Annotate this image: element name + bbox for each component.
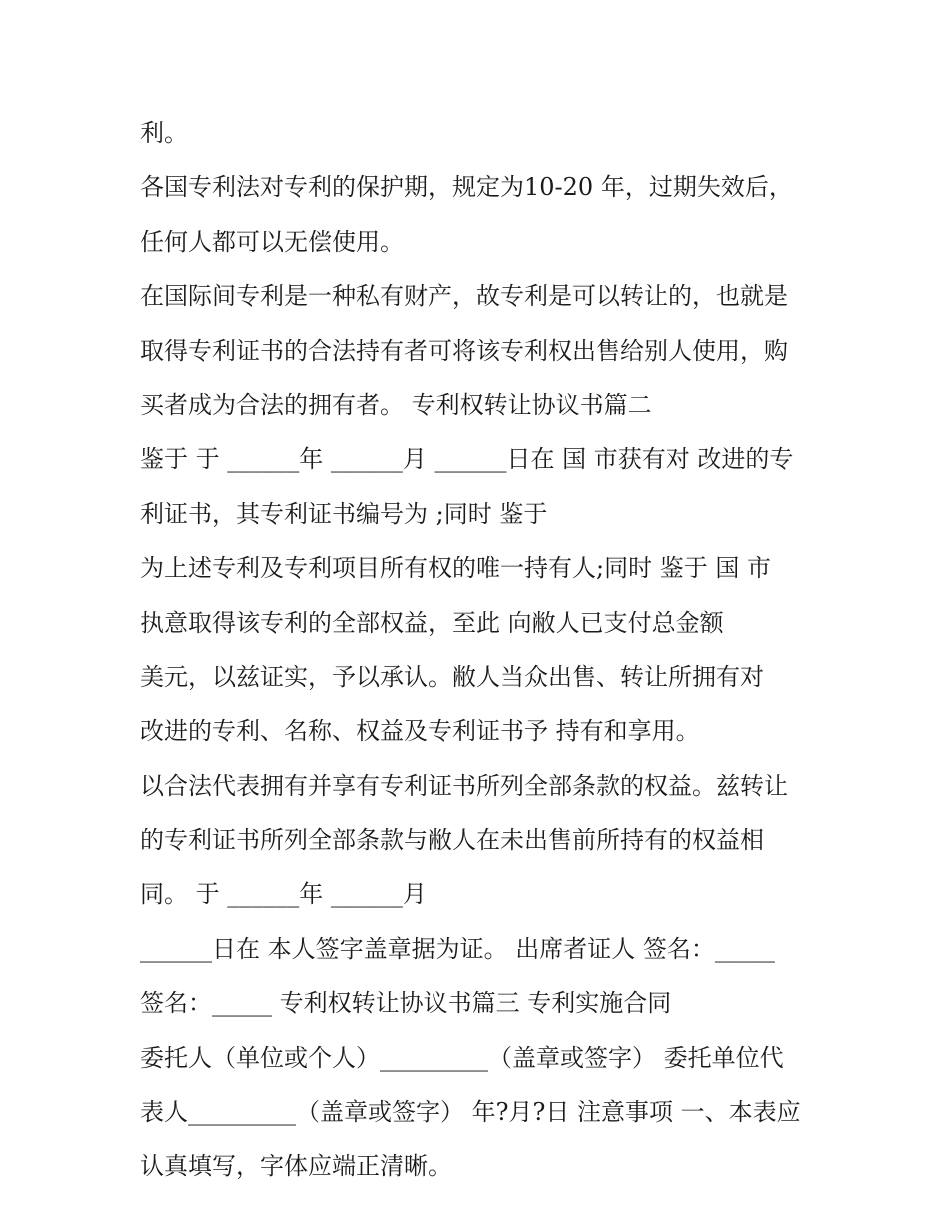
document-body [140,106,830,1194]
text-line: 签名：_____ 专利权转让协议书篇三 专利实施合同 [140,989,672,1018]
text-line: ______日在 本人签字盖章据为证。 出席者证人 签名：_____ [140,934,775,963]
text-line: 改进的专利、名称、权益及专利证书予 持有和享用。 [140,717,700,746]
text-line: 取得专利证书的合法持有者可将该专利权出售给别人使用，购 [140,336,788,365]
text-line: 任何人都可以无偿使用。 [140,227,404,256]
text-line: 执意取得该专利的全部权益，至此 向敝人已支付总金额 [140,608,724,637]
text-line: 利。 [140,119,188,147]
text-line: 同。 于 ______年 ______月 [140,880,427,909]
text-line: 在国际间专利是一种私有财产，故专利是可以转让的，也就是 [140,282,788,311]
text-line: 各国专利法对专利的保护期，规定为10-20 年，过期失效后， [140,173,793,202]
text-line: 买者成为合法的拥有者。 专利权转让协议书篇二 [140,390,652,419]
text-line: 委托人（单位或个人）_________（盖章或签字） 委托单位代 [140,1043,784,1072]
text-line: 鉴于 于 ______年 ______月 ______日在 国 市获有对 改进的专 [140,445,794,474]
text-line: 为上述专利及专利项目所有权的唯一持有人;同时 鉴于 国 市 [140,554,771,583]
text-line: 美元，以兹证实，予以承认。敝人当众出售、转让所拥有对 [140,662,764,691]
text-line: 的专利证书所列全部条款与敝人在未出售前所持有的权益相 [140,826,764,855]
text-line: 表人_________（盖章或签字） 年?月?日 注意事项 一、本表应 [140,1098,801,1127]
text-line: 以合法代表拥有并享有专利证书所列全部条款的权益。兹转让 [140,771,788,800]
text-line: 利证书，其专利证书编号为 ;同时 鉴于 [140,499,548,528]
text-line: 认真填写，字体应端正清晰。 [140,1152,452,1181]
